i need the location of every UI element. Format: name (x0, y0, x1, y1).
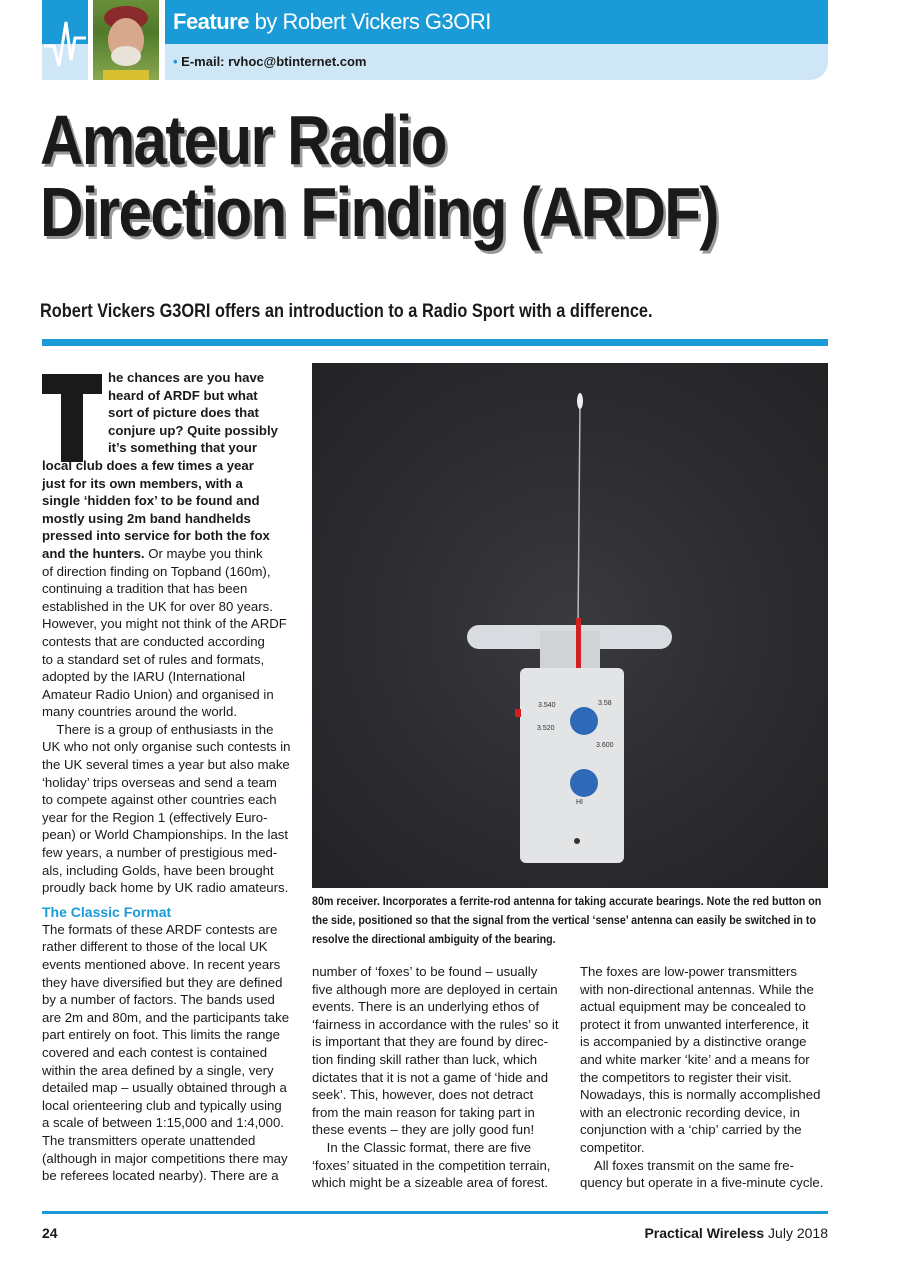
byline: by Robert Vickers G3ORI (248, 9, 491, 34)
dial-label: 3.540 (538, 702, 556, 709)
text-line: sort of picture does that (108, 405, 259, 421)
footer-divider (42, 1211, 828, 1214)
caption-line: the side, positioned so that the signal from the vertical ‘sense’ antenna can easily be switched in to (312, 915, 816, 927)
text-line: continuing a tradition that has been (42, 581, 248, 597)
text-line: events mentioned above. In recent years (42, 957, 281, 972)
photo-caption (312, 893, 822, 950)
text-line: ‘holiday’ trips overseas and send a team (42, 774, 277, 790)
text-line: There is a group of enthusiasts in the (42, 721, 274, 737)
text-line: local club does a few times a year (42, 457, 254, 473)
text-line: part entirely on foot. This limits the range (42, 1027, 280, 1043)
text-line: pean) or World Championships. In the last (42, 827, 289, 843)
divider (42, 339, 828, 346)
text-line: However, you might not think of the ARDF (42, 616, 287, 632)
text-line: The foxes are low-power transmitters (580, 964, 797, 979)
article-standfirst: Robert Vickers G3ORI offers an introduction to a Radio Sport with a difference. (40, 301, 653, 322)
text-line: UK who not only organise such contests in (42, 739, 291, 755)
text-line: year for the Region 1 (effectively Euro- (42, 809, 268, 825)
text-line: competitor. (580, 1139, 645, 1155)
text-line: established in the UK for over 80 years. (42, 598, 273, 614)
text-line: a scale of between 1:15,000 and 1:4,000. (42, 1115, 284, 1131)
receiver-illustration (312, 363, 828, 888)
caption-line: resolve the directional ambiguity of the bearing. (312, 934, 556, 946)
text-line: and white marker ‘kite’ and a means for (580, 1051, 810, 1067)
text-line: detailed map – usually obtained through a (42, 1080, 287, 1096)
text-line: The transmitters operate unattended (42, 1132, 256, 1148)
text-line: by a number of factors. The bands used (42, 992, 275, 1008)
text-line: quency but operate in a five-minute cycle. (580, 1175, 824, 1191)
text-line: seek’. This, however, does not detract (312, 1087, 534, 1103)
text-line: local orienteering club and typically using (42, 1097, 282, 1113)
title-line: Direction Finding (ARDF) (40, 173, 718, 251)
dial-label: HI (576, 799, 583, 806)
text-line: of direction finding on Topband (160m), (42, 563, 271, 579)
text-line: conjure up? Quite possibly (108, 422, 278, 438)
text-line: pressed into service for both the fox (42, 528, 270, 544)
text-line: they have diversified but they are defined (42, 974, 283, 990)
text-line: contests that are conducted according (42, 633, 265, 649)
text-line: many countries around the world. (42, 704, 237, 720)
text-line: to compete against other countries each (42, 792, 277, 808)
text-line: be referees located nearby). There are a (42, 1168, 279, 1184)
text-line: All foxes transmit on the same fre- (580, 1157, 795, 1173)
text-line: heard of ARDF but what (108, 387, 258, 403)
text-line: five although more are deployed in certain (312, 981, 558, 997)
feature-label: Feature (173, 9, 249, 34)
text-line: he chances are you have (108, 370, 265, 385)
text-line: adopted by the IARU (International (42, 669, 246, 685)
magazine-footer (644, 1225, 828, 1241)
text-line: events. There is an underlying ethos of (312, 999, 540, 1015)
text-line: single ‘hidden fox’ to be found and (42, 493, 260, 509)
signal-wave-icon (42, 0, 88, 80)
text-line: (although in major competitions there may (42, 1150, 288, 1166)
dial-label: 3.58 (598, 700, 612, 707)
text-line: are 2m and 80m, and the participants take (42, 1009, 290, 1025)
text-line: just for its own members, with a (42, 475, 243, 491)
text-line: protect it from unwanted interference, it (580, 1016, 809, 1032)
text-line: the UK several times a year but also make (42, 757, 290, 773)
author-photo (93, 0, 159, 80)
text-line: is accompanied by a distinctive orange (580, 1034, 807, 1050)
text-line: covered and each contest is contained (42, 1044, 268, 1060)
text-line: In the Classic format, there are five (312, 1139, 532, 1155)
text-line: The formats of these ARDF contests are (42, 921, 278, 937)
receiver-photo (312, 363, 828, 888)
text-line: which might be a sizeable area of forest. (312, 1175, 549, 1191)
column-1 (42, 369, 292, 1185)
title-line: Amateur Radio (40, 101, 446, 179)
email-banner: • E-mail: rvhoc@btinternet.com (165, 44, 828, 80)
article-title (40, 101, 718, 251)
text-line: with non-directional antennas. While the (580, 981, 814, 997)
caption-line: 80m receiver. Incorporates a ferrite-rod antenna for taking accurate bearings. Note the red button on (312, 896, 822, 908)
text-line: is important that they are found by direc- (312, 1034, 549, 1050)
issue-date: July 2018 (764, 1225, 828, 1241)
text-line: Amateur Radio Union) and organised in (42, 686, 274, 702)
text-line: few years, a number of prestigious med- (42, 845, 278, 861)
text-line: these events – they are jolly good fun! (312, 1122, 535, 1138)
text-line: actual equipment may be concealed to (580, 999, 806, 1015)
section-heading: The Classic Format (42, 903, 172, 920)
author-email[interactable]: E-mail: rvhoc@btinternet.com (181, 54, 367, 69)
text-line: from the main reason for taking part in (312, 1104, 535, 1120)
dial-label: 3.520 (537, 725, 555, 732)
column-3 (580, 963, 830, 1192)
text-line: the competitors to register their visit. (580, 1069, 792, 1085)
text-line: conjunction with a ‘chip’ carried by the (580, 1122, 802, 1138)
magazine-name: Practical Wireless (644, 1225, 765, 1241)
text-line: ‘foxes’ situated in the competition terrain, (312, 1157, 551, 1173)
page-number: 24 (42, 1225, 58, 1241)
text-line: mostly using 2m band handhelds (42, 510, 251, 526)
text: Or maybe you think (144, 545, 263, 561)
text-line: number of ‘foxes’ to be found – usually (312, 964, 538, 979)
text-line: with an electronic recording device, in (580, 1104, 800, 1120)
column-2 (312, 963, 562, 1192)
text-line: it’s something that your (108, 440, 257, 456)
feature-banner (165, 0, 828, 44)
text-line: ‘fairness in accordance with the rules’ so it (312, 1016, 559, 1032)
text-line: tion finding skill rather than luck, which (312, 1051, 538, 1067)
text-bold: and the hunters. (42, 545, 145, 561)
feature-logo (42, 0, 88, 80)
text-line: Nowadays, this is normally accomplished (580, 1087, 821, 1103)
text-line: to a standard set of rules and formats, (42, 651, 265, 667)
text-line: within the area defined by a single, very (42, 1062, 274, 1078)
text-line: rather different to those of the local UK (42, 939, 268, 955)
text-line: dictates that it is not a game of ‘hide and (312, 1069, 549, 1085)
text-line: als, including Golds, have been brought (42, 862, 274, 878)
dial-label: 3.600 (596, 742, 614, 749)
text-line: proudly back home by UK radio amateurs. (42, 880, 289, 896)
text-line (42, 545, 292, 563)
